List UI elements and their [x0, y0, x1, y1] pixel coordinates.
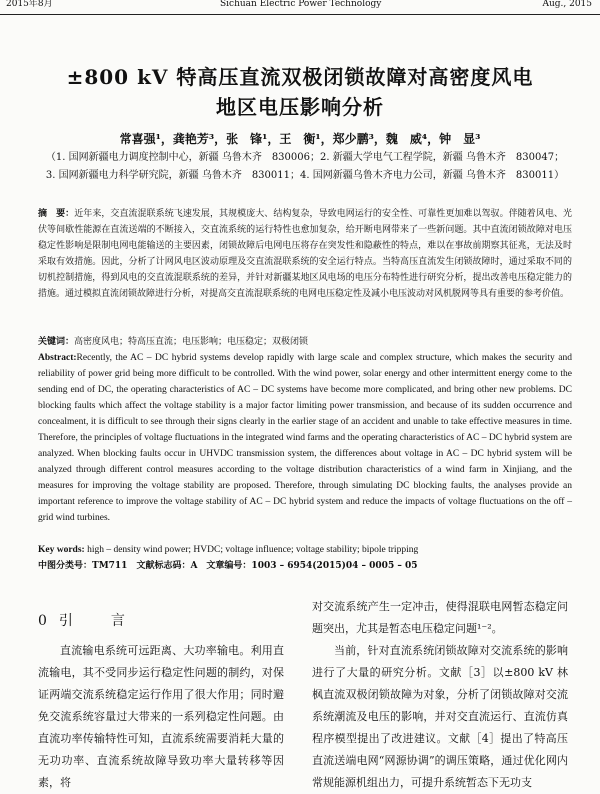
left-col-paragraph: 直流输电系统可远距离、大功率输电。利用直流输电，其不受同步运行稳定性问题的制约，对保证两端交流系统稳定运行作用了很大作用；同时避免交流系统容量过大带来的一系列稳定性问题。由直流功率传输特性可知，直流系统需要消耗大量的无功功率、直流系统故障导致功率大量转移等因素，将 [38, 644, 284, 789]
paper-title [0, 62, 600, 122]
title-line-2: 地区电压影响分析 [216, 95, 384, 119]
right-col-paragraph-2: 当前，针对直流系统闭锁故障对交流系统的影响进行了大量的研究分析。文献［3］以±800 kV 林枫直流双极闭锁故障为对象，分析了闭锁故障对交流系统潮流及电压的影响，并对交直流运行、直流仿真程序模型提出了改进建议。文献［4］提出了特高压直流送端电网“网源协调”的调压策略，通过优化网内常规能源机组出力，可提升系统暂态下无功支 [312, 644, 568, 789]
left-column [38, 640, 284, 794]
header-date-en: Aug., 2015 [542, 0, 592, 9]
right-col-paragraph-1: 对交流系统产生一定冲击，使得混联电网暂态稳定问题突出，尤其是暂态电压稳定问题¹⁻²。 [312, 600, 568, 635]
keywords-en-label: Key words: [38, 545, 85, 555]
abstract-en-label: Abstract: [38, 353, 77, 363]
classification-line: 中图分类号：TM711 文献标志码：A 文章编号：1003 – 6954(2015)04 – 0005 – 05 [38, 561, 418, 571]
section-heading [38, 610, 137, 630]
keywords-en-text: high – density wind power; HVDC; voltage influence; voltage stability; bipole tripping [87, 545, 419, 555]
title-line-1: ±800 kV 特高压直流双极闭锁故障对高密度风电 [66, 65, 534, 89]
author-list: 常喜强¹，龚艳芳³，张 锋¹，王 衡¹，郑少鹏³，魏 威⁴，钟 显³ [119, 132, 481, 146]
section-number: 0 [38, 613, 59, 629]
affiliation-line-1: （1. 国网新疆电力调度控制中心，新疆 乌鲁木齐 830006；2. 新疆大学电气工程学院，新疆 乌鲁木齐 830047； [45, 152, 565, 163]
section-title: 引 言 [58, 613, 137, 629]
abstract-en-text: Recently, the AC – DC hybrid systems develop rapidly with large scale and complex structure, which makes the security and reliability of power grid being more difficult to be controlled. With the wind power, solar energy and other intermittent energy come to the sending end of DC, the operating characteristics of AC – DC systems have become more complicated, and bring other new problems. DC blocking faults which affect the voltage stability is a major factor limiting power transmission, and because of its sudden occurrence and concealment, it is difficult to see through their signs clearly in the earlier stage of an accident and unable to take effective measures in time. Therefore, the principles of voltage fluctuations in the integrated wind farms and the operating characteristics of AC – DC hybrid system are analyzed. When blocking faults occur in UHVDC transmission system, the differences about voltage in AC – DC hybrid system will be analyzed through different control measures according to the voltage distribution characteristics of a wind farm in Xinjiang, and the measures for improving the voltage stability are proposed. Therefore, through simulating DC blocking faults, the analyses provide an important reference to improve the voltage stability of AC – DC hybrid system and reduce the impacts of voltage fluctuations on the off – grid wind turbines. [38, 353, 572, 523]
header-journal: Sichuan Electric Power Technology [220, 0, 382, 9]
abstract-en [38, 350, 572, 526]
keywords-cn [38, 334, 572, 350]
abstract-cn [38, 206, 572, 302]
header-date: 2015年8月 [6, 0, 53, 9]
keywords-cn-label: 关键词： [38, 337, 75, 347]
abstract-cn-label: 摘 要： [38, 209, 75, 219]
keywords-cn-text: 高密度风电；特高压直流；电压影响；电压稳定；双极闭锁 [74, 337, 309, 347]
affiliation-line-2: 3. 国网新疆电力科学研究院，新疆 乌鲁木齐 830011；4. 国网新疆乌鲁木齐电力公司，新疆 乌鲁木齐 830011） [45, 170, 565, 181]
abstract-cn-text: 近年来，交直流混联系统飞速发展，其规模庞大、结构复杂，导致电网运行的安全性、可靠性更加难以驾驭。伴随着风电、光伏等间歇性能源在直流送端的不断接入，交直流系统的运行特性也愈加复杂，给开断电网带来了一些新问题。其中直流闭锁故障对电压稳定性影响是限制电网电能输送的主要因素，闭锁故障后电网电压将存在突发性和隐蔽性的特点，难以在事故前期察其征兆，无法及时采取有效措施。因此，分析了计网风电区波动原理及交直流混联系统的安全运行特点。当特高压直流发生闭锁故障时，通过采取不同的切机控制措施，得到风电的交直流混联系统的差异，并针对新疆某地区风电场的电压分布特性进行研究分析，提出改善电压稳定能力的措施。通过模拟直流闭锁故障进行分析，对提高交直流混联系统的电网电压稳定性及减小电压波动对风机脱网等具有重要的参考价值。 [38, 209, 572, 299]
running-header [0, 0, 600, 15]
right-column [312, 596, 568, 794]
keywords-en [38, 542, 572, 558]
